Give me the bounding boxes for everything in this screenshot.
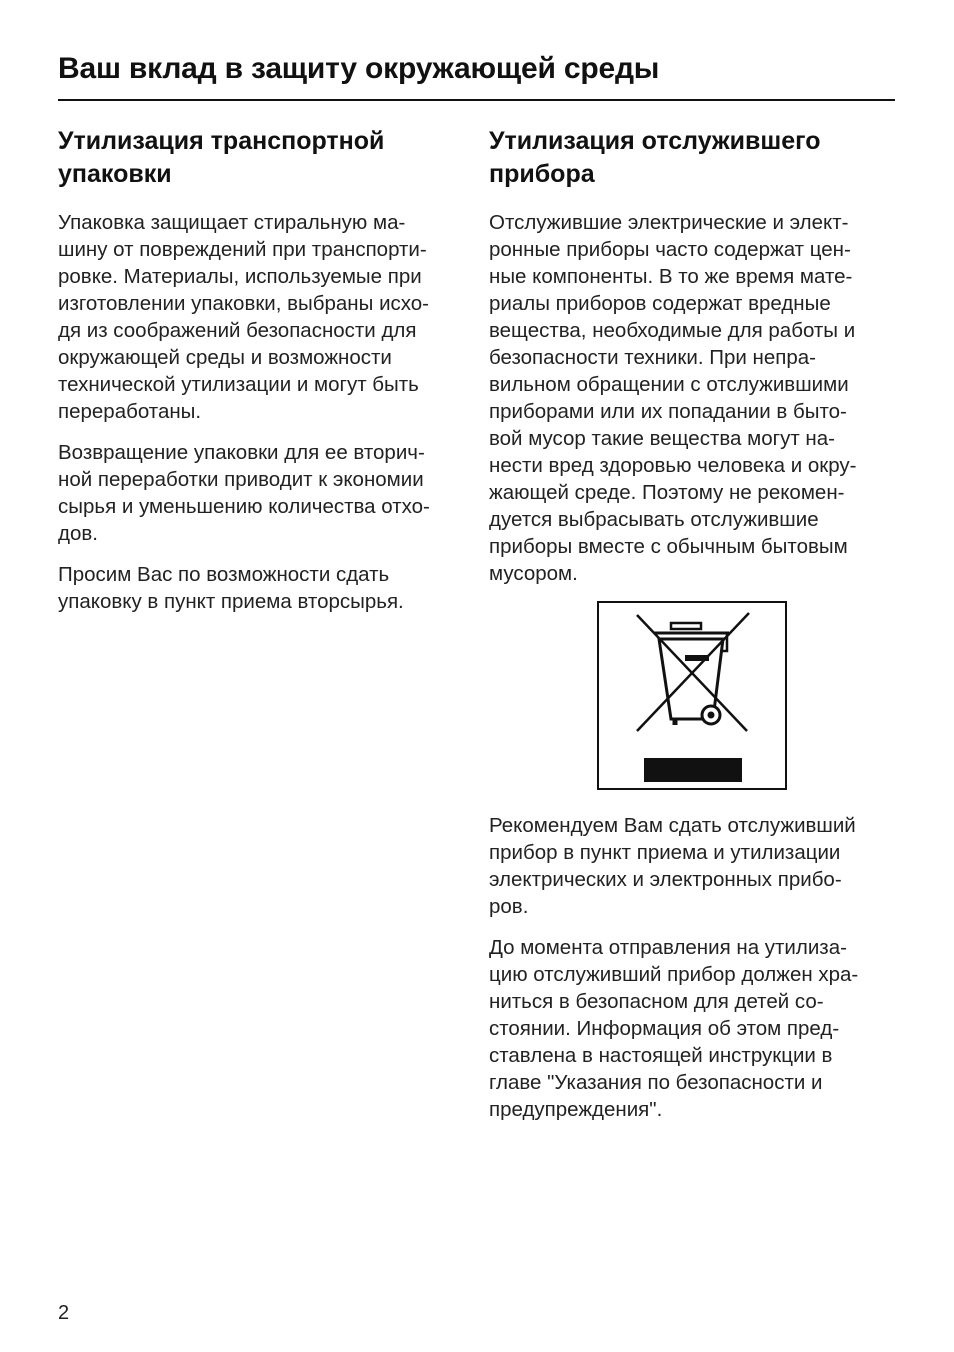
appliance-paragraph-2: Рекомендуем Вам сдать отслуживший прибор в пункт приема и утилизации электрических и электронных прибо- ров. [489,814,856,918]
packaging-paragraph-3: Просим Вас по возможности сдать упаковку в пункт приема вторсырья. [58,563,404,613]
packaging-disposal-heading: Утилизация транспортной упаковки [58,127,385,188]
packaging-paragraph-2: Возвращение упаковки для ее вторич- ной переработки приводит к экономии сырья и уменьшению количества отхо- дов. [58,441,430,545]
appliance-disposal-heading: Утилизация отслужившего прибора [489,127,821,188]
appliance-paragraph-3: До момента отправления на утилиза- цию отслуживший прибор должен хра- ниться в безопасном для детей со- стоянии. Информация об этом пред- ставлена в настоящей инструкции в главе "Указания по безопасности и предупреждения". [489,936,859,1121]
appliance-paragraph-1: Отслужившие электрические и элект- ронные приборы часто содержат цен- ные компоненты. В то же время мате- риалы приборов содержат вредные вещества, необходимые для работы и безопасности техники. При непра- вильном обращении с отслужившими приборами или их попадании в быто- вой мусор такие вещества могут на- нести вред здоровью человека и окру- жающей среде. Поэтому не рекомен- дуется выбрасывать отслужившие приборы вместе с обычным бытовым мусором. [489,211,857,585]
left-column [58,125,466,629]
crossed-out-wheelie-bin-icon [597,601,787,790]
page-number: 2 [58,1302,70,1324]
title-divider [58,99,895,101]
right-column [489,125,899,1137]
packaging-paragraph-1: Упаковка защищает стиральную ма- шину от повреждений при транспорти- ровке. Материалы, используемые при изготовлении упаковки, выбраны исхо- дя из соображений безопасности для окружающей среды и возможности технической утилизации и могут быть переработаны. [58,211,430,423]
page-title: Ваш вклад в защиту окружающей среды [58,52,660,85]
